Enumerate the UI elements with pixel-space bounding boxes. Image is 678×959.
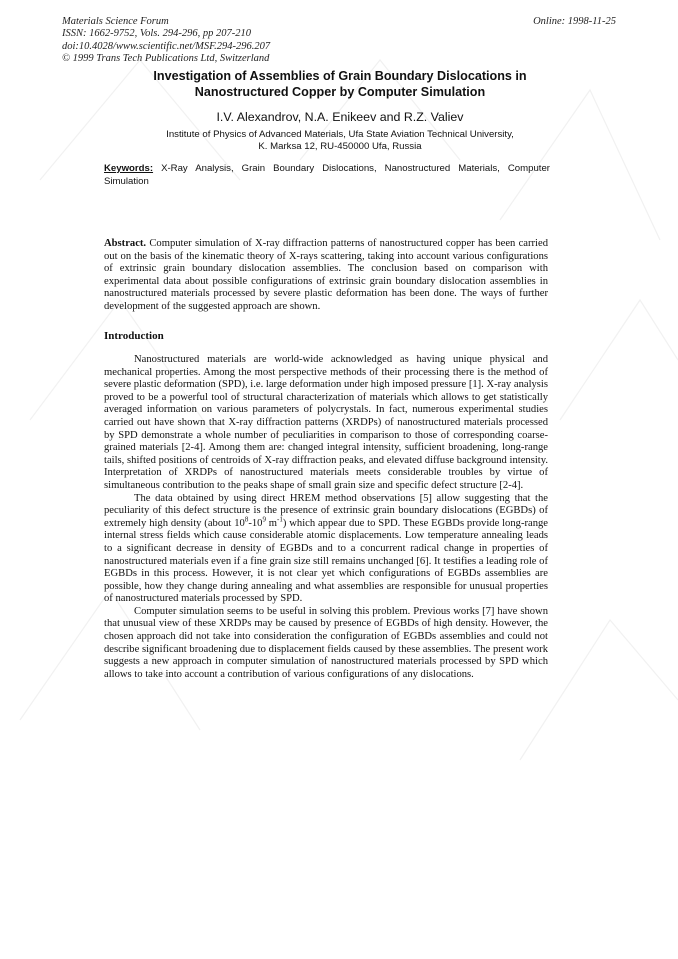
exponent-8: 8 — [244, 515, 249, 524]
abstract-label: Abstract. — [104, 238, 147, 249]
affiliation — [90, 129, 590, 153]
title-line-2: Nanostructured Copper by Computer Simulation — [194, 84, 486, 99]
intro-p2-text-a: The data obtained by using direct HREM method observations [5] allow suggesting that the peculiarity of this defect structure is the presence of extrinsic grain boundary dislocations (EGBDs) of extremely high density (about 10 — [104, 492, 548, 529]
keywords-label: Keywords: — [104, 163, 154, 174]
journal-header — [62, 16, 270, 66]
intro-p2-text-b: -10 — [248, 517, 263, 529]
keywords — [104, 163, 550, 188]
abstract — [104, 238, 548, 314]
affiliation-line-1: Institute of Physics of Advanced Materials, Ufa State Aviation Technical University, — [166, 129, 514, 140]
exponent-9: 9 — [262, 515, 266, 524]
abstract-text: Computer simulation of X-ray diffraction patterns of nanostructured copper has been carried out on the basis of the kinematic theory of X-rays scattering, taking into account various configurations of extrinsic grain boundary dislocation assemblies. The conclusion based on comparison with experimental data about possible configurations of extrinsic grain boundary dislocation assemblies in nanostructured materials processed by severe plastic deformation has been done. The ways of further development of the suggested approach are shown. — [104, 238, 548, 312]
paper-title — [90, 69, 590, 100]
keywords-text: X-Ray Analysis, Grain Boundary Dislocations, Nanostructured Materials, Computer Simulation — [104, 163, 550, 187]
intro-p2-text-d: ) which appear due to SPD. These EGBDs provide long-range internal stress fields which cause considerable atomic displacements. Low temperature annealing leads to a significant decrease in density of EGBDs and to a concurrent radical change in properties of nanostructured materials even if a fine grain size still remains unchanged [6]. It testifies a leading role of EGBDs in this process. However, it is not clear yet which configurations of EGBDs assemblies are possible, how they change during annealing and what assemblies are responsible for unusual properties of nanostructured materials processed by SPD. — [104, 517, 549, 605]
introduction-body — [104, 354, 548, 681]
issn-line: ISSN: 1662-9752, Vols. 294-296, pp 207-210 — [62, 28, 251, 40]
intro-p2-text-c: m — [265, 517, 278, 529]
doi-line: doi:10.4028/www.scientific.net/MSF.294-296.207 — [62, 40, 271, 52]
section-heading-introduction: Introduction — [104, 330, 164, 342]
exponent-minus-1: -1 — [277, 515, 283, 524]
affiliation-line-2: K. Marksa 12, RU-450000 Ufa, Russia — [258, 141, 422, 152]
intro-paragraph-2 — [104, 493, 548, 606]
authors: I.V. Alexandrov, N.A. Enikeev and R.Z. Valiev — [216, 110, 464, 124]
online-date: Online: 1998-11-25 — [533, 16, 616, 27]
journal-name: Materials Science Forum — [62, 16, 169, 27]
title-line-1: Investigation of Assemblies of Grain Boundary Dislocations in — [153, 69, 527, 83]
intro-paragraph-3: Computer simulation seems to be useful in solving this problem. Previous works [7] have shown that unusual view of these XRDPs may be caused by presence of EGBDs of high density. However, the chosen approach did not take into consideration the configuration of EGBDs assemblies and could not describe significant broadening due to displacement fields caused by these assemblies. The present work suggests a new approach in computer simulation of nanostructured materials processed by SPD which allows to take into account a contribution of various configurations of any dislocations. — [104, 605, 548, 680]
copyright-line: © 1999 Trans Tech Publications Ltd, Switzerland — [62, 53, 270, 65]
intro-paragraph-1: Nanostructured materials are world-wide acknowledged as having unique physical and mechanical properties. Among the most perspective methods of their processing there is the method of severe plastic deformation (SPD), i.e. large deformation under high imposed pressure [1]. X-ray analysis proved to be a powerful tool of structural characterization of materials which allows to get statistically averaged information on various parameters of polycrystals. In fact, numerous experimental studies carried out have shown that X-ray diffraction patterns (XRDPs) of nanostructured materials processed by SPD demonstrate a whole number of peculiarities in comparison to those of corresponding coarse-grained materials [2-4]. Among them are: changed integral intensity, sufficient broadening, long-range tails, shifted positions of centroids of X-ray diffraction peaks, and elevated diffuse background intensity. Interpretation of XRDPs of nanostructured materials meets considerable troubles by virtue of simultaneous contribution to the peaks shape of small grain size and specific defect structure [2-4]. — [104, 354, 548, 491]
